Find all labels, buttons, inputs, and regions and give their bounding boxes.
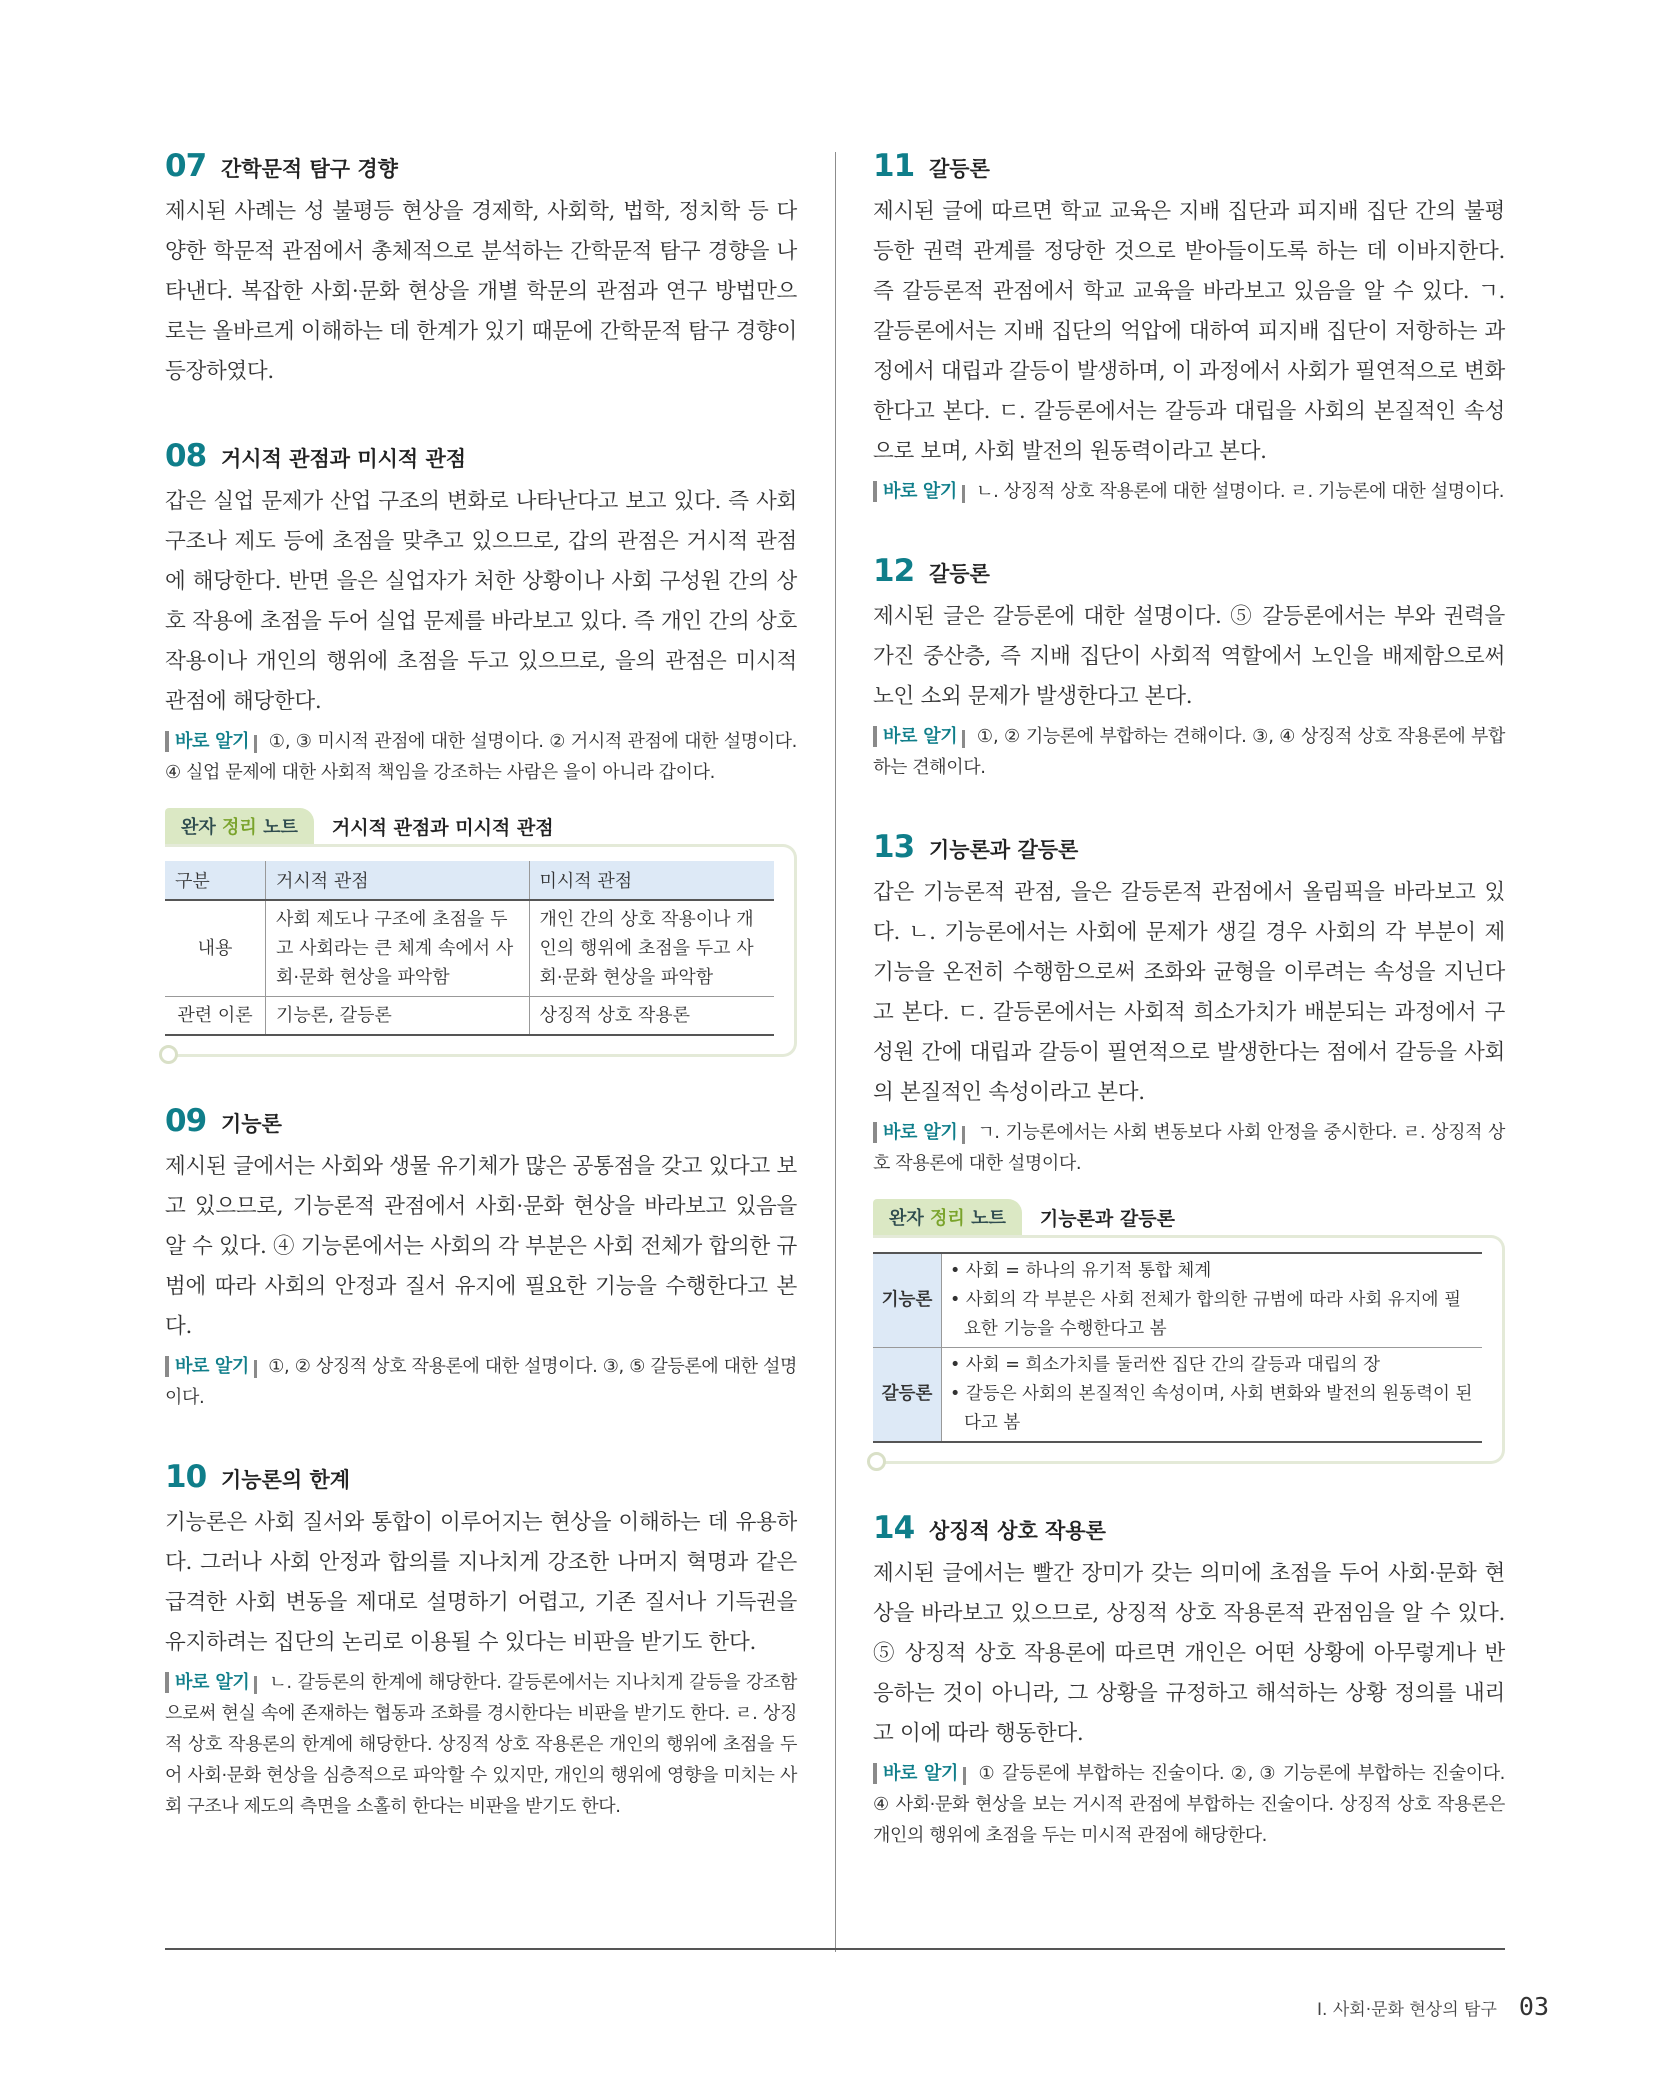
section-number: 10 bbox=[165, 1459, 207, 1495]
table-header: 거시적 관점 bbox=[266, 861, 530, 900]
quick-answer-text: ①, ② 상징적 상호 작용론에 대한 설명이다. ③, ⑤ 갈등론에 대한 설명이다. bbox=[165, 1356, 797, 1408]
section-title: 상징적 상호 작용론 bbox=[929, 1519, 1106, 1543]
quick-answer-text: ①, ③ 미시적 관점에 대한 설명이다. ② 거시적 관점에 대한 설명이다. ④ 실업 문제에 대한 사회적 책임을 강조하는 사람은 을이 아니라 갑이다. bbox=[165, 731, 797, 783]
section-number: 11 bbox=[873, 148, 915, 184]
note-badge: 완자 정리 노트 bbox=[873, 1199, 1022, 1235]
summary-note bbox=[165, 808, 797, 1057]
note-frame bbox=[165, 844, 797, 1057]
table-cell bbox=[942, 1253, 1483, 1348]
table-header: 미시적 관점 bbox=[529, 861, 774, 900]
section-body: 갑은 기능론적 관점, 을은 갈등론적 관점에서 올림픽을 바라보고 있다. ㄴ. 기능론에서는 사회에 문제가 생길 경우 사회의 각 부분이 제 기능을 온전히 수행함으로써 조화와 균형을 이루려는 속성을 지닌다고 본다. ㄷ. 갈등론에서는 사회적 희소가치가 배분되는 과정에서 구성원 간에 대립과 갈등이 필연적으로 발생한다는 점에서 갈등을 사회의 본질적인 속성이라고 본다. bbox=[873, 880, 1505, 1105]
section-13 bbox=[873, 829, 1505, 1464]
section-10 bbox=[165, 1459, 797, 1822]
column-divider bbox=[835, 152, 836, 1952]
section-title: 간학문적 탐구 경향 bbox=[221, 157, 398, 181]
section-number: 08 bbox=[165, 438, 207, 474]
comparison-table bbox=[165, 861, 774, 1036]
section-body: 제시된 사례는 성 불평등 현상을 경제학, 사회학, 법학, 정치학 등 다양한 학문적 관점에서 총체적으로 분석하는 간학문적 탐구 경향을 나타낸다. 복잡한 사회·문화 현상을 개별 학문의 관점과 연구 방법만으로는 올바르게 이해하는 데 한계가 있기 때문에 간학문적 탐구 경향이 등장하였다. bbox=[165, 199, 797, 384]
table-row bbox=[873, 1253, 1482, 1348]
quick-answer-label: 바로 알기 bbox=[873, 726, 957, 747]
note-dot-ornament bbox=[159, 1045, 178, 1064]
section-number: 13 bbox=[873, 829, 915, 865]
table-row-header: 갈등론 bbox=[873, 1348, 942, 1443]
quick-answer bbox=[165, 1667, 797, 1822]
bullet-item: • 사회 = 하나의 유기적 통합 체계 bbox=[950, 1261, 1212, 1281]
note-frame bbox=[873, 1235, 1505, 1464]
section-number: 14 bbox=[873, 1510, 915, 1546]
table-row-header: 기능론 bbox=[873, 1253, 942, 1348]
table-row bbox=[165, 997, 774, 1036]
quick-answer bbox=[873, 476, 1505, 507]
note-title: 기능론과 갈등론 bbox=[1039, 1207, 1175, 1230]
section-09 bbox=[165, 1103, 797, 1413]
right-column bbox=[873, 148, 1505, 1897]
quick-answer-text: ㄴ. 상징적 상호 작용론에 대한 설명이다. ㄹ. 기능론에 대한 설명이다. bbox=[976, 481, 1505, 502]
section-body: 제시된 글에 따르면 학교 교육은 지배 집단과 피지배 집단 간의 불평등한 권력 관계를 정당한 것으로 받아들이도록 하는 데 이바지한다. 즉 갈등론적 관점에서 학교 교육을 바라보고 있음을 알 수 있다. ㄱ. 갈등론에서는 지배 집단의 억압에 대하여 피지배 집단이 저항하는 과정에서 대립과 갈등이 발생하며, 이 과정에서 사회가 필연적으로 변화한다고 본다. ㄷ. 갈등론에서는 갈등과 대립을 사회의 본질적인 속성으로 보며, 사회 발전의 원동력이라고 본다. bbox=[873, 199, 1505, 464]
section-12 bbox=[873, 553, 1505, 783]
table-cell: 기능론, 갈등론 bbox=[266, 997, 530, 1036]
quick-answer-label: 바로 알기 bbox=[165, 1356, 249, 1377]
section-number: 12 bbox=[873, 553, 915, 589]
note-title: 거시적 관점과 미시적 관점 bbox=[331, 816, 554, 839]
section-title: 기능론과 갈등론 bbox=[929, 838, 1079, 862]
section-body: 제시된 글에서는 빨간 장미가 갖는 의미에 초점을 두어 사회·문화 현상을 바라보고 있으므로, 상징적 상호 작용론적 관점임을 알 수 있다. ⑤ 상징적 상호 작용론에 따르면 개인은 어떤 상황에 아무렇게나 반응하는 것이 아니라, 그 상황을 규정하고 해석하는 상황 정의를 내리고 이에 따라 행동한다. bbox=[873, 1561, 1505, 1746]
quick-answer bbox=[873, 1758, 1505, 1851]
section-title: 갈등론 bbox=[929, 562, 990, 586]
section-body: 제시된 글에서는 사회와 생물 유기체가 많은 공통점을 갖고 있다고 보고 있으므로, 기능론적 관점에서 사회·문화 현상을 바라보고 있음을 알 수 있다. ④ 기능론에서는 사회의 각 부분은 사회 전체가 합의한 규범에 따라 사회의 안정과 질서 유지에 필요한 기능을 수행한다고 본다. bbox=[165, 1154, 797, 1339]
note-dot-ornament bbox=[867, 1452, 886, 1471]
section-number: 09 bbox=[165, 1103, 207, 1139]
section-title: 기능론의 한계 bbox=[221, 1468, 351, 1492]
section-14 bbox=[873, 1510, 1505, 1851]
quick-answer-label: 바로 알기 bbox=[165, 1672, 249, 1693]
chapter-label: Ⅰ. 사회·문화 현상의 탐구 bbox=[1317, 2000, 1497, 2020]
quick-answer-label: 바로 알기 bbox=[873, 1763, 958, 1784]
table-row bbox=[165, 900, 774, 997]
section-11 bbox=[873, 148, 1505, 507]
quick-answer-label: 바로 알기 bbox=[165, 731, 249, 752]
section-body: 기능론은 사회 질서와 통합이 이루어지는 현상을 이해하는 데 유용하다. 그러나 사회 안정과 합의를 지나치게 강조한 나머지 혁명과 같은 급격한 사회 변동을 제대로 설명하기 어렵고, 기존 질서나 기득권을 유지하려는 집단의 논리로 이용될 수 있다는 비판을 받기도 한다. bbox=[165, 1510, 797, 1655]
quick-answer-text: ㄱ. 기능론에서는 사회 변동보다 사회 안정을 중시한다. ㄹ. 상징적 상호 작용론에 대한 설명이다. bbox=[873, 1122, 1505, 1174]
table-cell: 사회 제도나 구조에 초점을 두고 사회라는 큰 체계 속에서 사회·문화 현상을 파악함 bbox=[266, 900, 530, 997]
quick-answer-text: ㄴ. 갈등론의 한계에 해당한다. 갈등론에서는 지나치게 갈등을 강조함으로써 현실 속에 존재하는 협동과 조화를 경시한다는 비판을 받기도 한다. ㄹ. 상징적 상호 작용론의 한계에 해당한다. 상징적 상호 작용론은 개인의 행위에 초점을 두어 사회·문화 현상을 심층적으로 파악할 수 있지만, 개인의 행위에 영향을 미치는 사회 구조나 제도의 측면을 소홀히 한다는 비판을 받기도 한다. bbox=[165, 1672, 797, 1817]
table-cell: 상징적 상호 작용론 bbox=[529, 997, 774, 1036]
quick-answer-label: 바로 알기 bbox=[873, 481, 957, 502]
section-title: 기능론 bbox=[221, 1112, 282, 1136]
section-07 bbox=[165, 148, 797, 392]
quick-answer-text: ① 갈등론에 부합하는 진술이다. ②, ③ 기능론에 부합하는 진술이다. ④ 사회·문화 현상을 보는 거시적 관점에 부합하는 진술이다. 상징적 상호 작용론은 개인의 행위에 초점을 두는 미시적 관점에 해당한다. bbox=[873, 1763, 1505, 1846]
quick-answer bbox=[165, 1351, 797, 1413]
section-title: 거시적 관점과 미시적 관점 bbox=[221, 447, 467, 471]
page-footer bbox=[1317, 1992, 1549, 2021]
section-number: 07 bbox=[165, 148, 207, 184]
section-body: 갑은 실업 문제가 산업 구조의 변화로 나타난다고 보고 있다. 즉 사회 구조나 제도 등에 초점을 맞추고 있으므로, 갑의 관점은 거시적 관점에 해당한다. 반면 을은 실업자가 처한 상황이나 사회 구성원 간의 상호 작용에 초점을 두어 실업 문제를 바라보고 있다. 즉 개인 간의 상호 작용이나 개인의 행위에 초점을 두고 있으므로, 을의 관점은 미시적 관점에 해당한다. bbox=[165, 489, 797, 714]
bullet-item: • 사회의 각 부분은 사회 전체가 합의한 규범에 따라 사회 유지에 필요한 기능을 수행한다고 봄 bbox=[950, 1290, 1462, 1339]
page-number: 03 bbox=[1518, 1992, 1549, 2021]
table-cell: 개인 간의 상호 작용이나 개인의 행위에 초점을 두고 사회·문화 현상을 파악함 bbox=[529, 900, 774, 997]
table-cell: 관련 이론 bbox=[165, 997, 266, 1036]
summary-note bbox=[873, 1199, 1505, 1464]
table-row bbox=[873, 1348, 1482, 1443]
left-column bbox=[165, 148, 797, 1868]
section-08 bbox=[165, 438, 797, 1057]
table-cell: 내용 bbox=[165, 900, 266, 997]
quick-answer bbox=[873, 721, 1505, 783]
quick-answer bbox=[165, 726, 797, 788]
quick-answer-text: ①, ② 기능론에 부합하는 견해이다. ③, ④ 상징적 상호 작용론에 부합하는 견해이다. bbox=[873, 726, 1505, 778]
bullet-item: • 사회 = 희소가치를 둘러싼 집단 간의 갈등과 대립의 장 bbox=[950, 1355, 1381, 1375]
table-header: 구분 bbox=[165, 861, 266, 900]
bullet-item: • 갈등은 사회의 본질적인 속성이며, 사회 변화와 발전의 원동력이 된다고 봄 bbox=[950, 1384, 1473, 1433]
theory-table bbox=[873, 1252, 1482, 1443]
section-title: 갈등론 bbox=[929, 157, 990, 181]
quick-answer-label: 바로 알기 bbox=[873, 1122, 957, 1143]
footer-rule bbox=[165, 1948, 1505, 1950]
section-body: 제시된 글은 갈등론에 대한 설명이다. ⑤ 갈등론에서는 부와 권력을 가진 중산층, 즉 지배 집단이 사회적 역할에서 노인을 배제함으로써 노인 소외 문제가 발생한다고 본다. bbox=[873, 604, 1505, 709]
quick-answer bbox=[873, 1117, 1505, 1179]
note-badge: 완자 정리 노트 bbox=[165, 808, 314, 844]
table-cell bbox=[942, 1348, 1483, 1443]
